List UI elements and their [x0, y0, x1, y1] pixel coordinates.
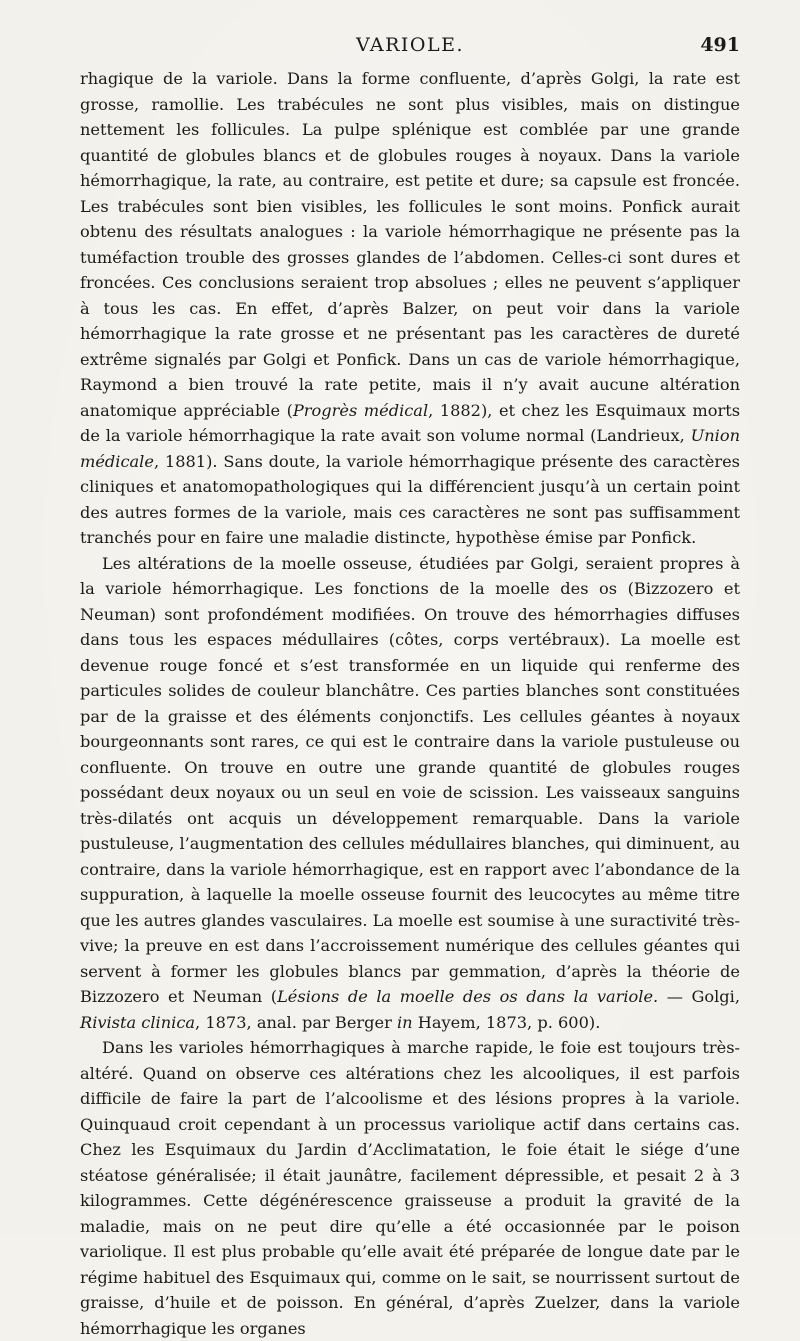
italic-term: in: [396, 1012, 413, 1032]
text-run: Hayem, 1873, p. 600).: [412, 1012, 601, 1032]
text-run: , 1882), et chez les Esquimaux morts de la variole hémorrhagique la rate avait son volume normal (Landrieux,: [80, 400, 740, 445]
text-run: Les altérations de la moelle osseuse, étudiées par Golgi, seraient propres à la variole hémorrhagique. Les fonctions de la moelle des os (Bizzozero et Neuman) sont profondément modifiées. On trouve des hémorrhagies diffuses dans tous les espaces médullaires (côtes, corps vertébraux). La moelle est devenue rouge foncé et s’est transformée en un liquide qui renferme des particules solides de couleur blanchâtre. Ces parties blanches sont constituées par de la graisse et des éléments conjonctifs. Les cellules géantes à noyaux bourgeonnants sont rares, ce qui est le contraire dans la variole pustuleuse ou confluente. On trouve en outre une grande quantité de globules rouges possédant deux noyaux ou un seul en voie de scission. Les vaisseaux sanguins très-dilatés ont acquis un développement remarquable. Dans la variole pustuleuse, l’augmentation des cellules médullaires blanches, qui diminuent, au contraire, dans la variole hémorrhagique, est en rapport avec l’abondance de la suppuration, à laquelle la moelle osseuse fournit des leucocytes au même titre que les autres glandes vasculaires. La moelle est soumise à une suractivité très-vive; la preuve en est dans l’accroissement numérique des cellules géantes qui servent à former les globules blancs par gemmation, d’après la théorie de Bizzozero et Neuman (: [80, 553, 740, 1006]
italic-citation: Progrès médical: [292, 400, 429, 420]
italic-citation: Union médicale: [80, 426, 740, 471]
text-run: , 1873, anal. par Berger: [195, 1012, 397, 1032]
body-text: [80, 66, 740, 1341]
page-title: VARIOLE.: [355, 34, 465, 56]
text-run: — Golgi,: [658, 987, 740, 1006]
paragraph-2: [80, 551, 740, 1036]
text-run: rhagique de la variole. Dans la forme confluente, d’après Golgi, la rate est grosse, ramollie. Les trabécules ne sont plus visibles, mais on distingue nettement les follicules. La pulpe splénique est comblée par une grande quantité de globules blancs et de globules rouges à noyaux. Dans la variole hémorrhagique, la rate, au contraire, est petite et dure; sa capsule est froncée. Les trabécules sont bien visibles, les follicules le sont moins. Ponfick aurait obtenu des résultats analogues : la variole hémorrhagique ne présente pas la tuméfaction trouble des grosses glandes de l’abdomen. Celles-ci sont dures et froncées. Ces conclusions seraient trop absolues ; elles ne peuvent s’appliquer à tous les cas. En effet, d’après Balzer, on peut voir dans la variole hémorrhagique la rate grosse et ne présentant pas les caractères de dureté extrême signalés par Golgi et Ponfick. Dans un cas de variole hémorrhagique, Raymond a bien trouvé la rate petite, mais il n’y avait aucune altération anatomique appréciable (: [80, 69, 740, 420]
page-number: 491: [700, 34, 740, 56]
paragraph-3: [80, 1035, 740, 1341]
italic-citation: Rivista clinica: [80, 1012, 196, 1032]
text-run: , 1881). Sans doute, la variole hémorrhagique présente des caractères cliniques et anatomopathologiques qui la différencient jusqu’à un certain point des autres formes de la variole, mais ces caractères ne sont pas suffisamment tranchés pour en faire une maladie distincte, hypothèse émise par Ponfick.: [80, 451, 740, 547]
paragraph-1: [80, 66, 740, 551]
italic-citation: Lésions de la moelle des os dans la variole.: [277, 987, 659, 1006]
running-head: [80, 34, 740, 58]
text-run: Dans les varioles hémorrhagiques à marche rapide, le foie est toujours très-altéré. Quand on observe ces altérations chez les alcooliques, il est parfois difficile de faire la part de l’alcoolisme et des lésions propres à la variole. Quinquaud croit cependant à un processus variolique actif dans certains cas. Chez les Esquimaux du Jardin d’Acclimatation, le foie était le siége d’une stéatose généralisée; il était jaunâtre, facilement dépressible, et pesait 2 à 3 kilogrammes. Cette dégénérescence graisseuse a produit la gravité de la maladie, mais on ne peut dire qu’elle a été occasionnée par le poison variolique. Il est plus probable qu’elle avait été préparée de longue date par le régime habituel des Esquimaux qui, comme on le sait, se nourrissent surtout de graisse, d’huile et de poisson. En général, d’après Zuelzer, dans la variole hémorrhagique les organes: [80, 1038, 740, 1338]
